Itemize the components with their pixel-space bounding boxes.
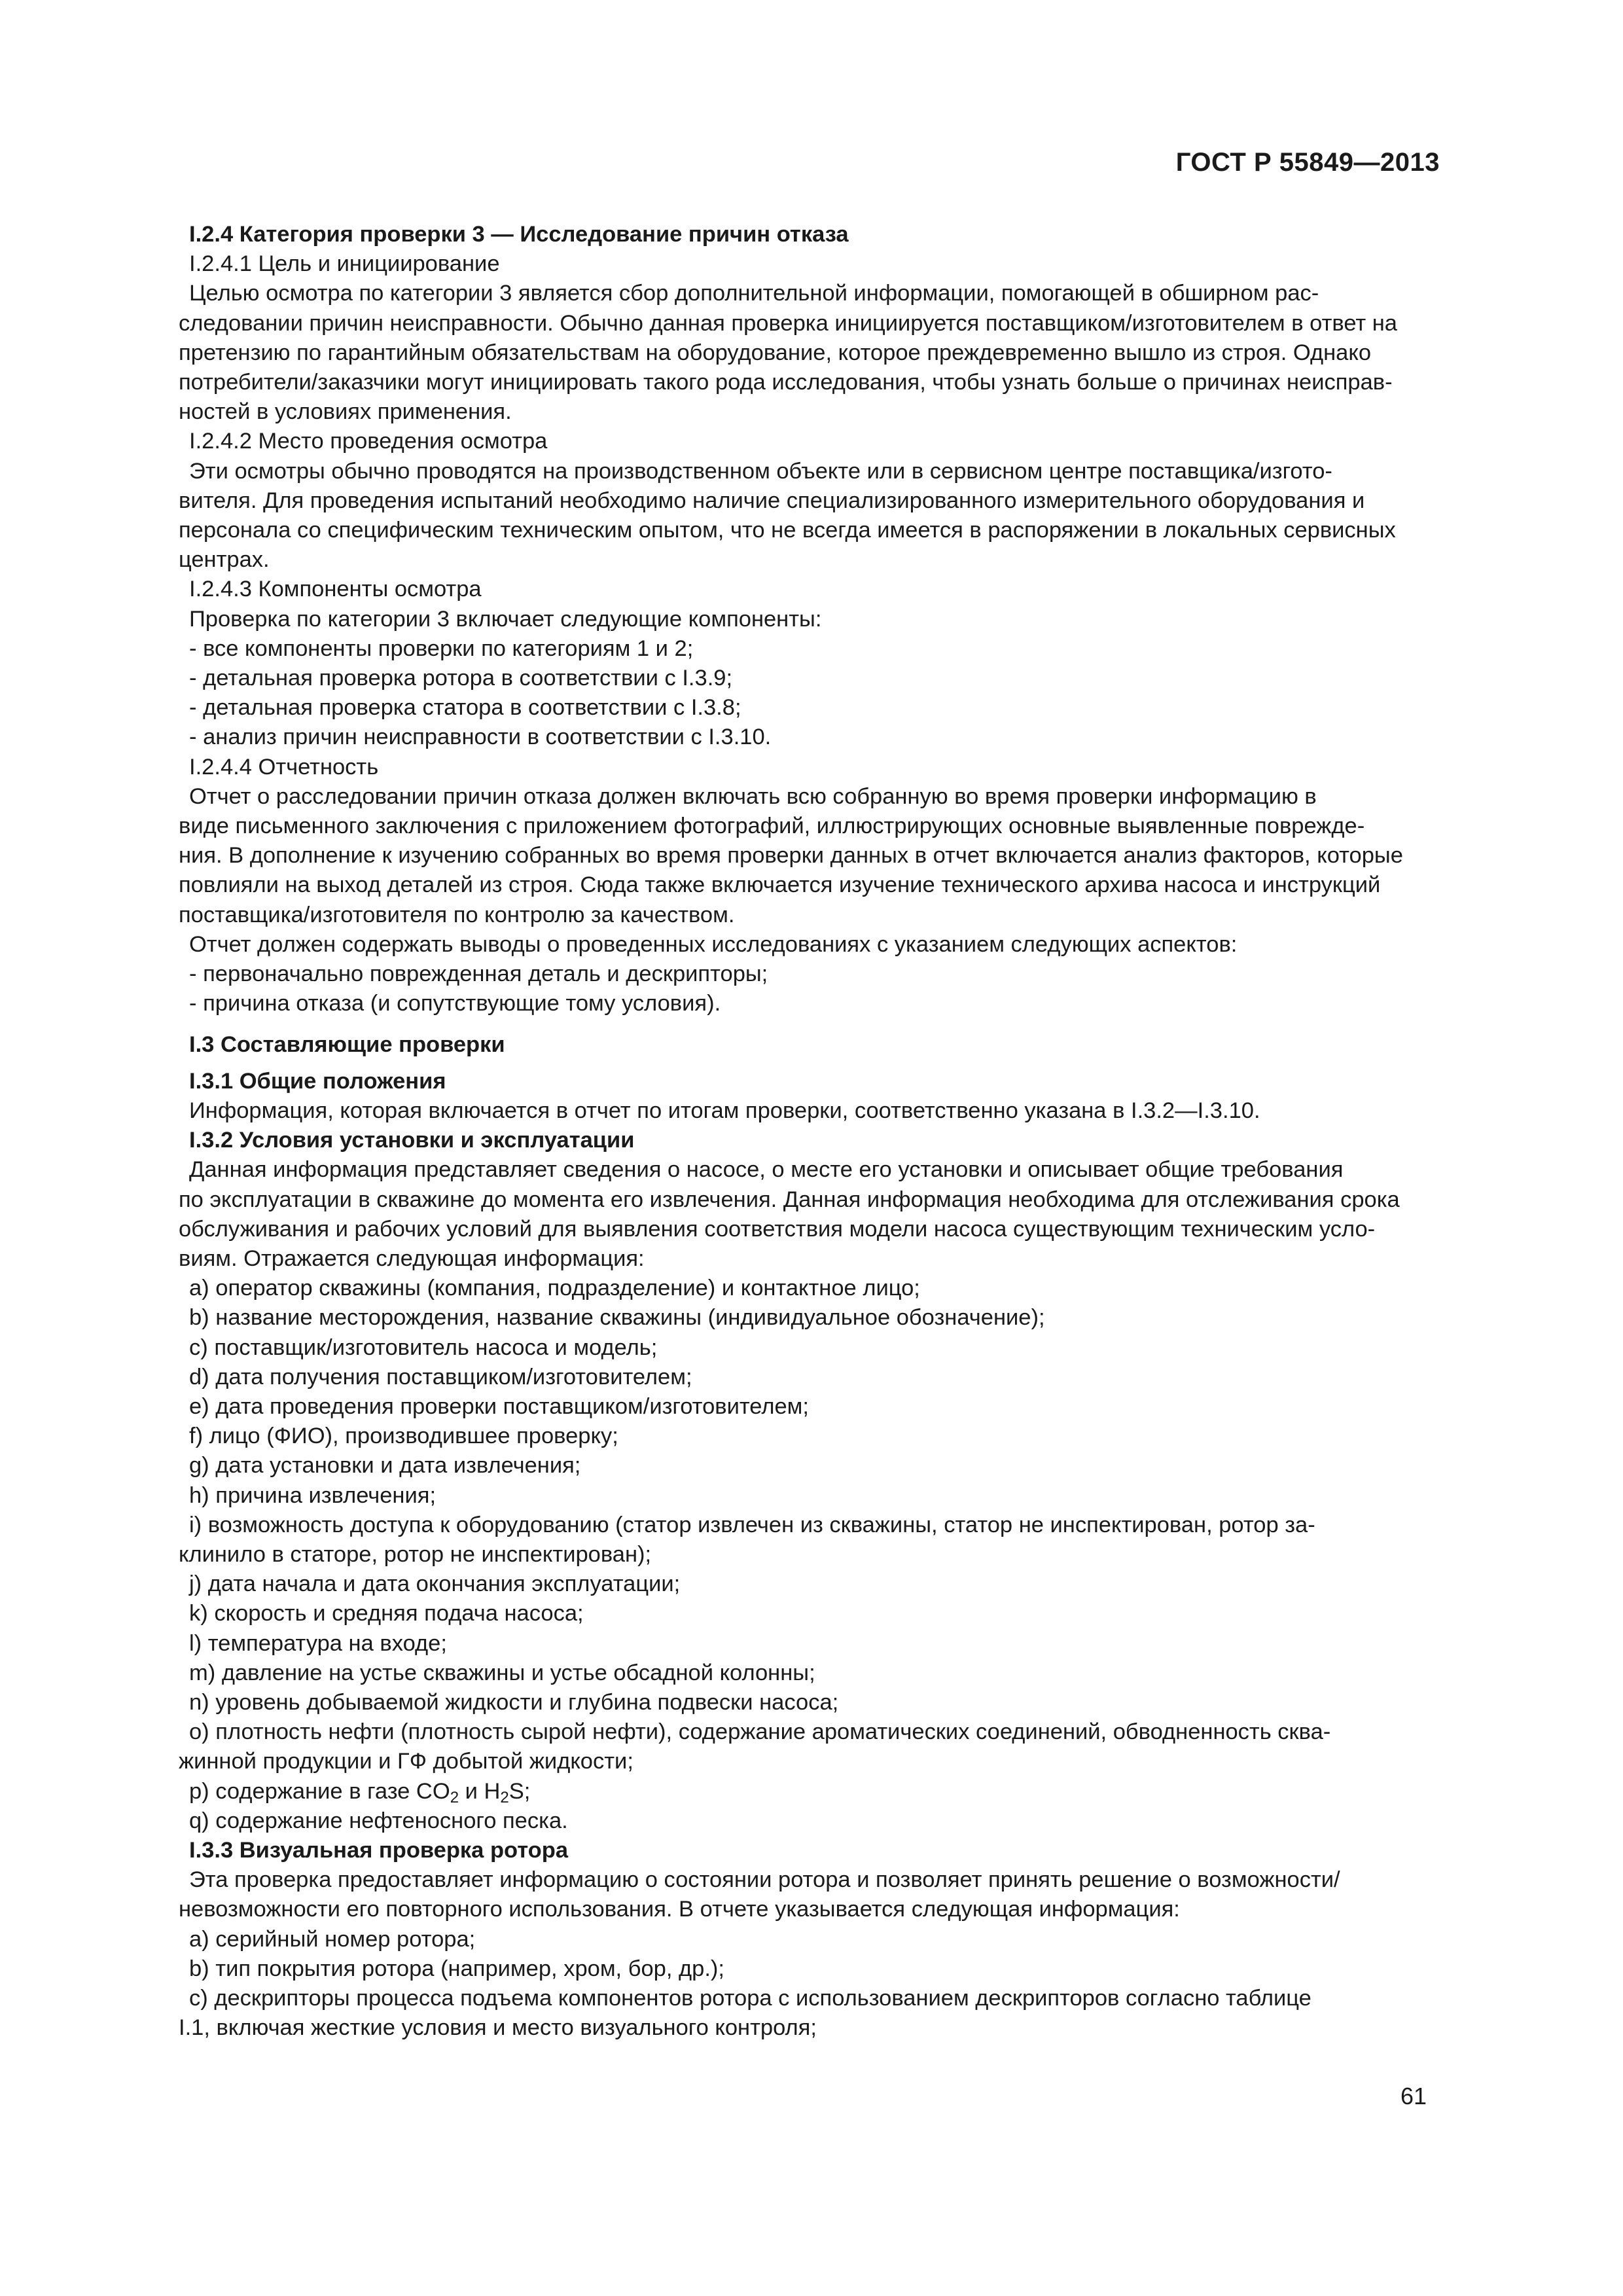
paragraph-line: персонала со специфическим техническим опытом, что не всегда имеется в распоряжении в локальных сервисных	[179, 518, 1396, 543]
paragraph-line: виде письменного заключения с приложением фотографий, иллюстрирующих основные выявленные поврежде-	[179, 814, 1365, 839]
list-item: d) дата получения поставщиком/изготовителем;	[189, 1364, 692, 1390]
paragraph-line: Данная информация представляет сведения о насосе, о месте его установки и описывает общие требования	[189, 1157, 1344, 1183]
subsection-heading-i32: I.3.2 Условия установки и эксплуатации	[189, 1128, 635, 1153]
list-item: l) температура на входе;	[189, 1630, 447, 1656]
list-item: - анализ причин неисправности в соответствии с I.3.10.	[189, 725, 772, 750]
paragraph-line: повлияли на выход деталей из строя. Сюда также включается изучение технического архива насоса и инструкций	[179, 872, 1381, 898]
list-item-continuation: жинной продукции и ГФ добытой жидкости;	[179, 1749, 633, 1774]
document-body	[179, 220, 1441, 2043]
list-item: b) название месторождения, название скважины (индивидуальное обозначение);	[189, 1305, 1045, 1331]
subsection-heading-i241: I.2.4.1 Цель и инициирование	[189, 251, 500, 277]
list-item: - причина отказа (и сопутствующие тому условия).	[189, 991, 721, 1016]
subscript: 2	[500, 1788, 509, 1806]
paragraph-line: обслуживания и рабочих условий для выявления соответствия модели насоса существующим техническим усло-	[179, 1216, 1376, 1242]
paragraph-line: потребители/заказчики могут инициировать такого рода исследования, чтобы узнать больше о причинах неисправ-	[179, 370, 1393, 395]
list-item: m) давление на устье скважины и устье обсадной колонны;	[189, 1660, 815, 1685]
list-item-gas-content	[179, 1777, 1441, 1806]
list-item: - детальная проверка статора в соответствии с I.3.8;	[189, 695, 741, 721]
standard-number-header: ГОСТ Р 55849—2013	[1175, 148, 1440, 177]
subsection-heading-i242: I.2.4.2 Место проведения осмотра	[189, 429, 548, 454]
list-item-continuation: клинило в статоре, ротор не инспектирован);	[179, 1541, 652, 1567]
subsection-heading-i31: I.3.1 Общие положения	[189, 1068, 446, 1094]
paragraph-line: вителя. Для проведения испытаний необходимо наличие специализированного измерительного оборудования и	[179, 488, 1365, 513]
list-item-continuation: I.1, включая жесткие условия и место визуального контроля;	[179, 2015, 817, 2041]
list-item: e) дата проведения проверки поставщиком/изготовителем;	[189, 1393, 809, 1419]
text-run: p) содержание в газе CO	[189, 1778, 450, 1804]
subsection-heading-i244: I.2.4.4 Отчетность	[189, 754, 379, 780]
subsection-heading-i33: I.3.3 Визуальная проверка ротора	[189, 1837, 569, 1863]
paragraph-line: претензию по гарантийным обязательствам на оборудование, которое преждевременно вышло из строя. Однако	[179, 340, 1372, 365]
paragraph-line: Эти осмотры обычно проводятся на производственном объекте или в сервисном центре поставщика/изгото-	[189, 458, 1332, 484]
section-heading-i3: I.3 Составляющие проверки	[189, 1032, 505, 1058]
list-item: f) лицо (ФИО), производившее проверку;	[189, 1424, 618, 1449]
text-run: S;	[508, 1778, 531, 1804]
paragraph-line: Проверка по категории 3 включает следующие компоненты:	[189, 606, 822, 632]
list-item: c) поставщик/изготовитель насоса и модель;	[189, 1335, 658, 1360]
paragraph-line: ния. В дополнение к изучению собранных во время проверки данных в отчет включается анализ факторов, которые	[179, 843, 1403, 869]
paragraph-line: центрах.	[179, 547, 270, 573]
paragraph-line: поставщика/изготовителя по контролю за качеством.	[179, 902, 735, 927]
list-item: - детальная проверка ротора в соответствии с I.3.9;	[189, 666, 733, 691]
paragraph-line: Эта проверка предоставляет информацию о состоянии ротора и позволяет принять решение о возможности/	[189, 1867, 1340, 1893]
list-item: c) дескрипторы процесса подъема компонентов ротора с использованием дескрипторов согласно таблице	[189, 1985, 1311, 2011]
list-item: a) серийный номер ротора;	[189, 1926, 476, 1952]
paragraph-line: Целью осмотра по категории 3 является сбор дополнительной информации, помогающей в обширном рас-	[189, 281, 1319, 306]
list-item: o) плотность нефти (плотность сырой нефти), содержание ароматических соединений, обводненность сква-	[189, 1719, 1331, 1745]
paragraph-line: Отчет о расследовании причин отказа должен включать всю собранную во время проверки информацию в	[189, 783, 1317, 809]
text-run: и H	[459, 1778, 501, 1804]
list-item: - первоначально поврежденная деталь и дескрипторы;	[189, 961, 768, 987]
paragraph-line: следовании причин неисправности. Обычно данная проверка инициируется поставщиком/изготовителем в ответ на	[179, 310, 1397, 336]
list-item: n) уровень добываемой жидкости и глубина подвески насоса;	[189, 1689, 839, 1715]
list-item: - все компоненты проверки по категориям 1 и 2;	[189, 636, 694, 661]
list-item: i) возможность доступа к оборудованию (статор извлечен из скважины, статор не инспектирован, ротор за-	[189, 1512, 1315, 1537]
list-item: b) тип покрытия ротора (например, хром, бор, др.);	[189, 1956, 724, 1981]
subsection-heading-i243: I.2.4.3 Компоненты осмотра	[189, 577, 482, 602]
paragraph-line: Отчет должен содержать выводы о проведенных исследованиях с указанием следующих аспектов:	[189, 931, 1238, 957]
paragraph-line: Информация, которая включается в отчет по итогам проверки, соответственно указана в I.3.2—I.3.10.	[189, 1098, 1260, 1123]
section-heading-i24: I.2.4 Категория проверки 3 — Исследование причин отказа	[189, 222, 849, 247]
page-number: 61	[1400, 2083, 1427, 2109]
list-item: j) дата начала и дата окончания эксплуатации;	[189, 1571, 681, 1597]
list-item: q) содержание нефтеносного песка.	[189, 1808, 568, 1833]
paragraph-line: невозможности его повторного использования. В отчете указывается следующая информация:	[179, 1897, 1180, 1922]
list-item: h) причина извлечения;	[189, 1482, 437, 1508]
list-item: a) оператор скважины (компания, подразделение) и контактное лицо;	[189, 1276, 920, 1301]
list-item: g) дата установки и дата извлечения;	[189, 1453, 581, 1479]
subscript: 2	[450, 1788, 459, 1806]
paragraph-line: виям. Отражается следующая информация:	[179, 1246, 645, 1271]
paragraph-line: по эксплуатации в скважине до момента его извлечения. Данная информация необходима для отслеживания срока	[179, 1187, 1400, 1212]
paragraph-line: ностей в условиях применения.	[179, 399, 512, 425]
list-item: k) скорость и средняя подача насоса;	[189, 1601, 584, 1626]
